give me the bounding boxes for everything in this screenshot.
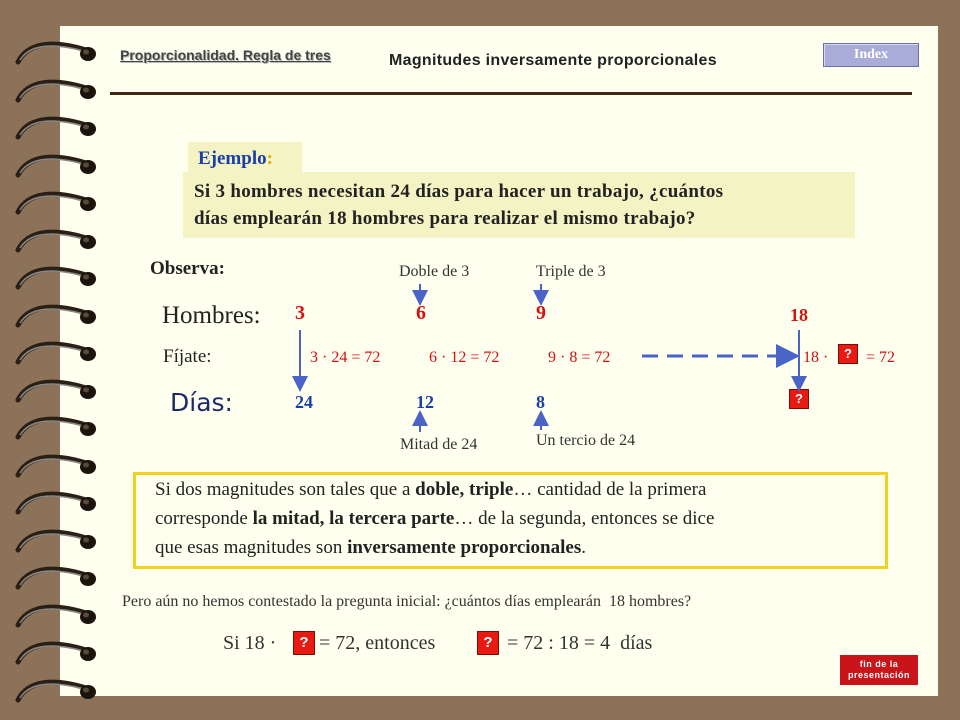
hombres-value-3: 3 bbox=[295, 302, 305, 324]
equation-3: 9 · 8 = 72 bbox=[548, 349, 611, 366]
spiral-ring-icon bbox=[14, 565, 98, 593]
note-tercio: Un tercio de 24 bbox=[536, 432, 636, 449]
equation-4-left: 18 · bbox=[803, 349, 829, 366]
header-divider bbox=[110, 92, 912, 95]
spiral-ring-icon bbox=[14, 228, 98, 256]
spiral-ring-icon bbox=[14, 640, 98, 668]
spiral-ring-icon bbox=[14, 340, 98, 368]
example-problem-line1: Si 3 hombres necesitan 24 días para hacer un trabajo, ¿cuántos bbox=[194, 181, 724, 202]
spiral-ring-icon bbox=[14, 153, 98, 181]
note-triple: Triple de 3 bbox=[536, 263, 606, 280]
spiral-ring-icon bbox=[14, 190, 98, 218]
breadcrumb-link[interactable]: Proporcionalidad. Regla de tres bbox=[120, 47, 331, 63]
spiral-ring-icon bbox=[14, 40, 98, 68]
index-button[interactable]: Index bbox=[823, 43, 919, 67]
note-doble: Doble de 3 bbox=[399, 263, 470, 280]
example-problem-line2: días emplearán 18 hombres para realizar el mismo trabajo? bbox=[194, 208, 696, 229]
spiral-ring-icon bbox=[14, 678, 98, 706]
definition-text: corresponde bbox=[155, 508, 253, 529]
spiral-ring-icon bbox=[14, 265, 98, 293]
equation-4-right: = 72 bbox=[866, 349, 896, 366]
spiral-ring-icon bbox=[14, 528, 98, 556]
spiral-ring-icon bbox=[14, 303, 98, 331]
equation-1: 3 · 24 = 72 bbox=[310, 349, 381, 366]
dias-value-8: 8 bbox=[536, 392, 545, 412]
definition-text: … cantidad de la primera bbox=[513, 479, 707, 500]
dias-label: Días: bbox=[170, 388, 233, 417]
hombres-value-18: 18 bbox=[790, 305, 808, 325]
hombres-label: Hombres: bbox=[162, 302, 261, 329]
definition-text: . bbox=[581, 537, 586, 558]
fijate-label: Fíjate: bbox=[163, 346, 212, 367]
solution-part2: = 72, entonces bbox=[319, 632, 436, 654]
spiral-ring-icon bbox=[14, 603, 98, 631]
dias-value-12: 12 bbox=[416, 392, 434, 412]
spiral-ring-icon bbox=[14, 415, 98, 443]
definition-bold-inversamente: inversamente proporcionales bbox=[347, 537, 582, 558]
observe-label: Observa: bbox=[150, 258, 225, 279]
solution-question-box-2: ? bbox=[477, 631, 499, 655]
example-label-colon: : bbox=[266, 148, 273, 169]
definition-text: que esas magnitudes son bbox=[155, 537, 348, 558]
hombres-value-9: 9 bbox=[536, 302, 546, 324]
definition-text: … de la segunda, entonces se dice bbox=[454, 508, 715, 529]
equation-2: 6 · 12 = 72 bbox=[429, 349, 500, 366]
solution-question-box-1: ? bbox=[293, 631, 315, 655]
dias-question-box: ? bbox=[789, 389, 809, 409]
spiral-ring-icon bbox=[14, 453, 98, 481]
solution-part3: = 72 : 18 = 4 días bbox=[507, 632, 653, 654]
equation-4-question-box: ? bbox=[838, 344, 858, 364]
example-label bbox=[198, 148, 273, 170]
solution-part1: Si 18 · bbox=[223, 632, 277, 654]
spiral-ring-icon bbox=[14, 78, 98, 106]
example-label-text: Ejemplo bbox=[198, 148, 267, 169]
definition-bold-doble-triple: doble, triple bbox=[415, 479, 514, 500]
definition-line2 bbox=[155, 508, 714, 530]
page-title: Magnitudes inversamente proporcionales bbox=[389, 52, 717, 69]
note-mitad: Mitad de 24 bbox=[400, 436, 478, 453]
end-button-line1: fin de la bbox=[859, 659, 899, 669]
pending-question: Pero aún no hemos contestado la pregunta inicial: ¿cuántos días emplearán 18 hombres? bbox=[122, 593, 692, 610]
spiral-ring-icon bbox=[14, 115, 98, 143]
definition-line3 bbox=[155, 537, 586, 559]
definition-bold-mitad-tercera: la mitad, la tercera parte bbox=[252, 508, 455, 529]
end-presentation-button[interactable] bbox=[840, 655, 918, 685]
spiral-ring-icon bbox=[14, 378, 98, 406]
spiral-ring-icon bbox=[14, 490, 98, 518]
definition-text: Si dos magnitudes son tales que a bbox=[155, 479, 416, 500]
end-button-line2: presentación bbox=[847, 670, 911, 680]
dias-value-24: 24 bbox=[295, 392, 313, 412]
definition-line1 bbox=[155, 479, 706, 501]
hombres-value-6: 6 bbox=[416, 302, 426, 324]
